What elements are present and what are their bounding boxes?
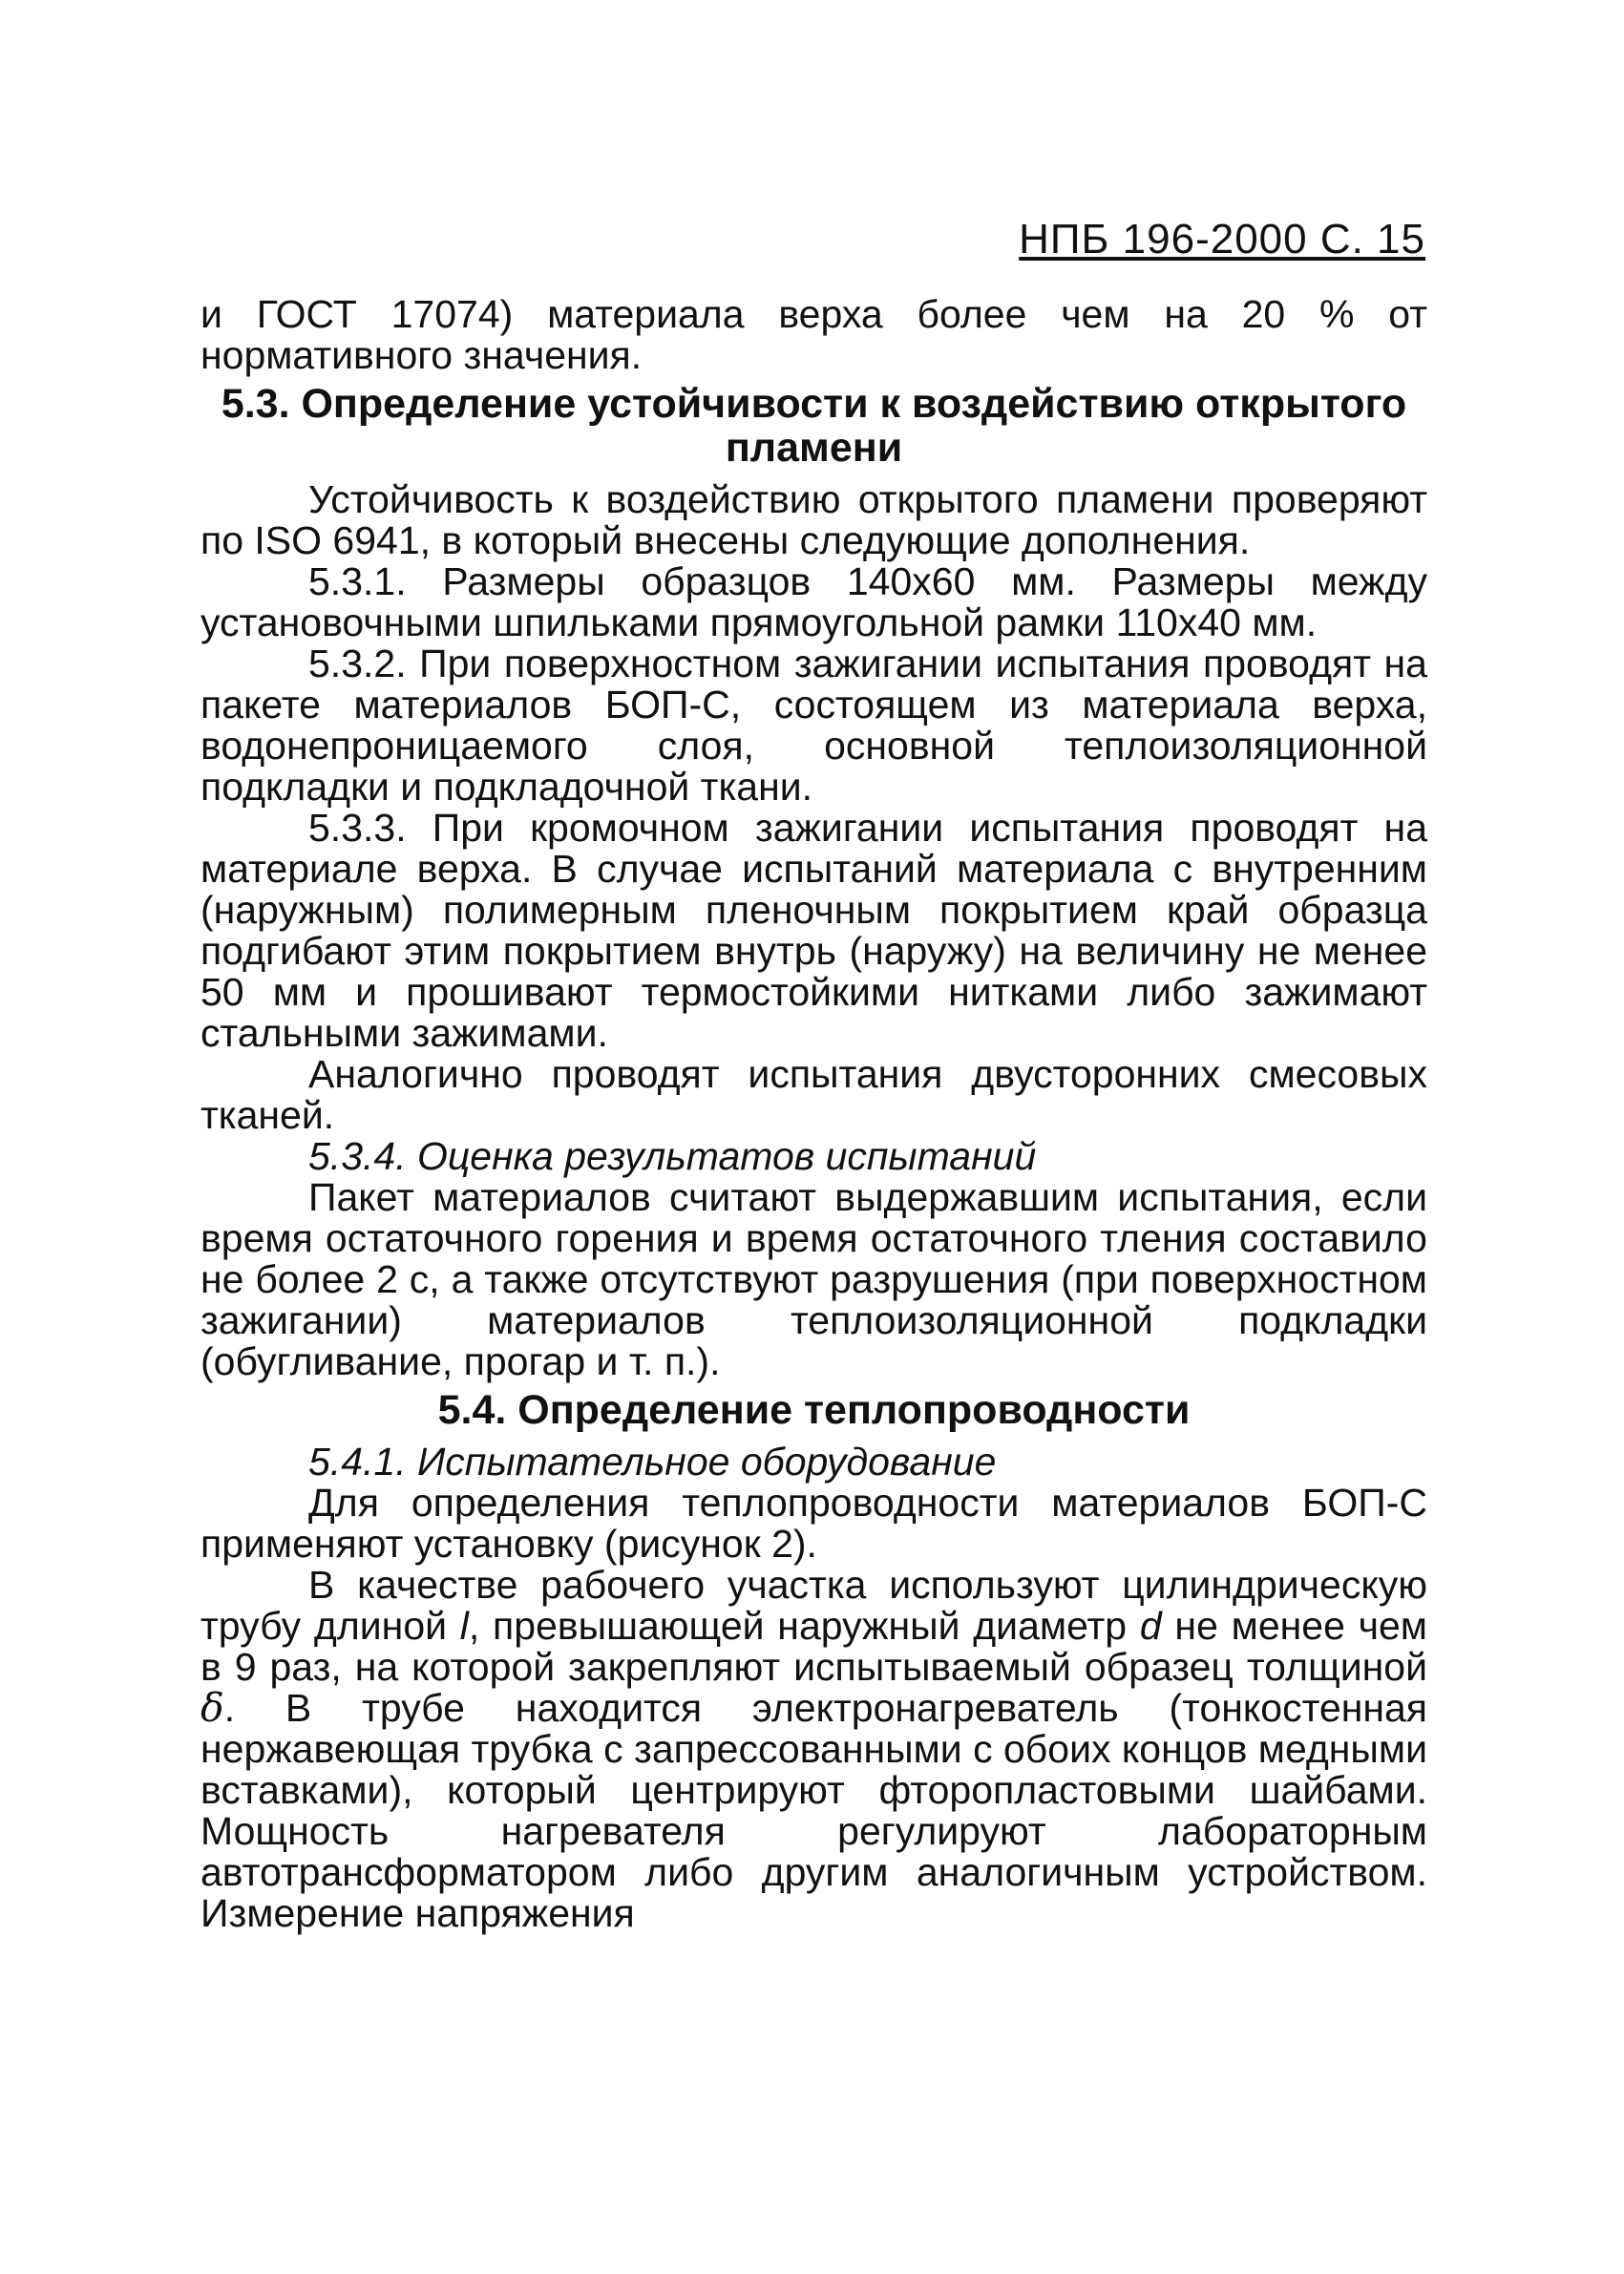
document-page <box>200 214 1427 1934</box>
paragraph-5-3-1: 5.3.1. Размеры образцов 140х60 мм. Размеры между установочными шпильками прямоугольной рамки 110х40 мм. <box>200 559 1427 644</box>
paragraph-working-section <box>200 1565 1427 1934</box>
paragraph-5-4-1: Для определения теплопроводности материалов БОП-С применяют установку (рисунок 2). <box>200 1481 1427 1566</box>
symbol-length: l <box>459 1604 469 1648</box>
text-run: . В трубе находится электронагреватель (тонкостенная нержавеющая трубка с запрессованными с обоих концов медными вставками), который центрируют фторопластовыми шайбами. Мощность нагревателя регулируют лабораторным автотрансформатором либо другим аналогичным устройством. Измерение напряжения <box>200 1686 1427 1935</box>
symbol-diameter: d <box>1139 1604 1162 1648</box>
section-heading-5-3: 5.3. Определение устойчивости к воздействию открытого пламени <box>221 381 1407 471</box>
text-run: не менее чем в 9 раз, на которой закрепляют испытываемый образец толщиной <box>200 1604 1427 1689</box>
paragraph-5-3-3: 5.3.3. При кромочном зажигании испытания проводят на материале верха. В случае испытаний материала с внутренним (наружным) полимерным пленочным покрытием край образца подгибают этим покрытием внутрь (наружу) на величину не менее 50 мм и прошивают термостойкими нитками либо зажимают стальными зажимами. <box>200 806 1427 1055</box>
subheading-5-3-4: 5.3.4. Оценка результатов испытаний <box>308 1134 1037 1178</box>
section-heading-5-4: 5.4. Определение теплопроводности <box>437 1387 1191 1433</box>
text-run: , превышающей наружный диаметр <box>468 1604 1140 1648</box>
text-run: В качестве рабочего участка используют цилиндрическую трубу длиной <box>200 1563 1427 1648</box>
subheading-5-4-1: 5.4.1. Испытательное оборудование <box>308 1440 997 1484</box>
page-header: НПБ 196-2000 С. 15 <box>1019 216 1425 263</box>
paragraph-5-3: Устойчивость к воздействию открытого пламени проверяют по ISO 6941, в который внесены следующие дополнения. <box>200 477 1427 562</box>
paragraph-5-3-4: Пакет материалов считают выдержавшим испытания, если время остаточного горения и время остаточного тления составило не более 2 с, а также отсутствуют разрушения (при поверхностном зажигании) материалов теплоизоляционной подкладки (обугливание, прогар и т. п.). <box>200 1175 1427 1383</box>
paragraph-intro: и ГОСТ 17074) материала верха более чем на 20 % от нормативного значения. <box>200 292 1427 377</box>
paragraph-5-3-2: 5.3.2. При поверхностном зажигании испытания проводят на пакете материалов БОП-С, состоящем из материала верха, водонепроницаемого слоя, основной теплоизоляционной подкладки и подкладочной ткани. <box>200 642 1427 809</box>
paragraph-analog: Аналогично проводят испытания двусторонних смесовых тканей. <box>200 1052 1427 1137</box>
symbol-thickness: δ <box>200 1685 224 1731</box>
